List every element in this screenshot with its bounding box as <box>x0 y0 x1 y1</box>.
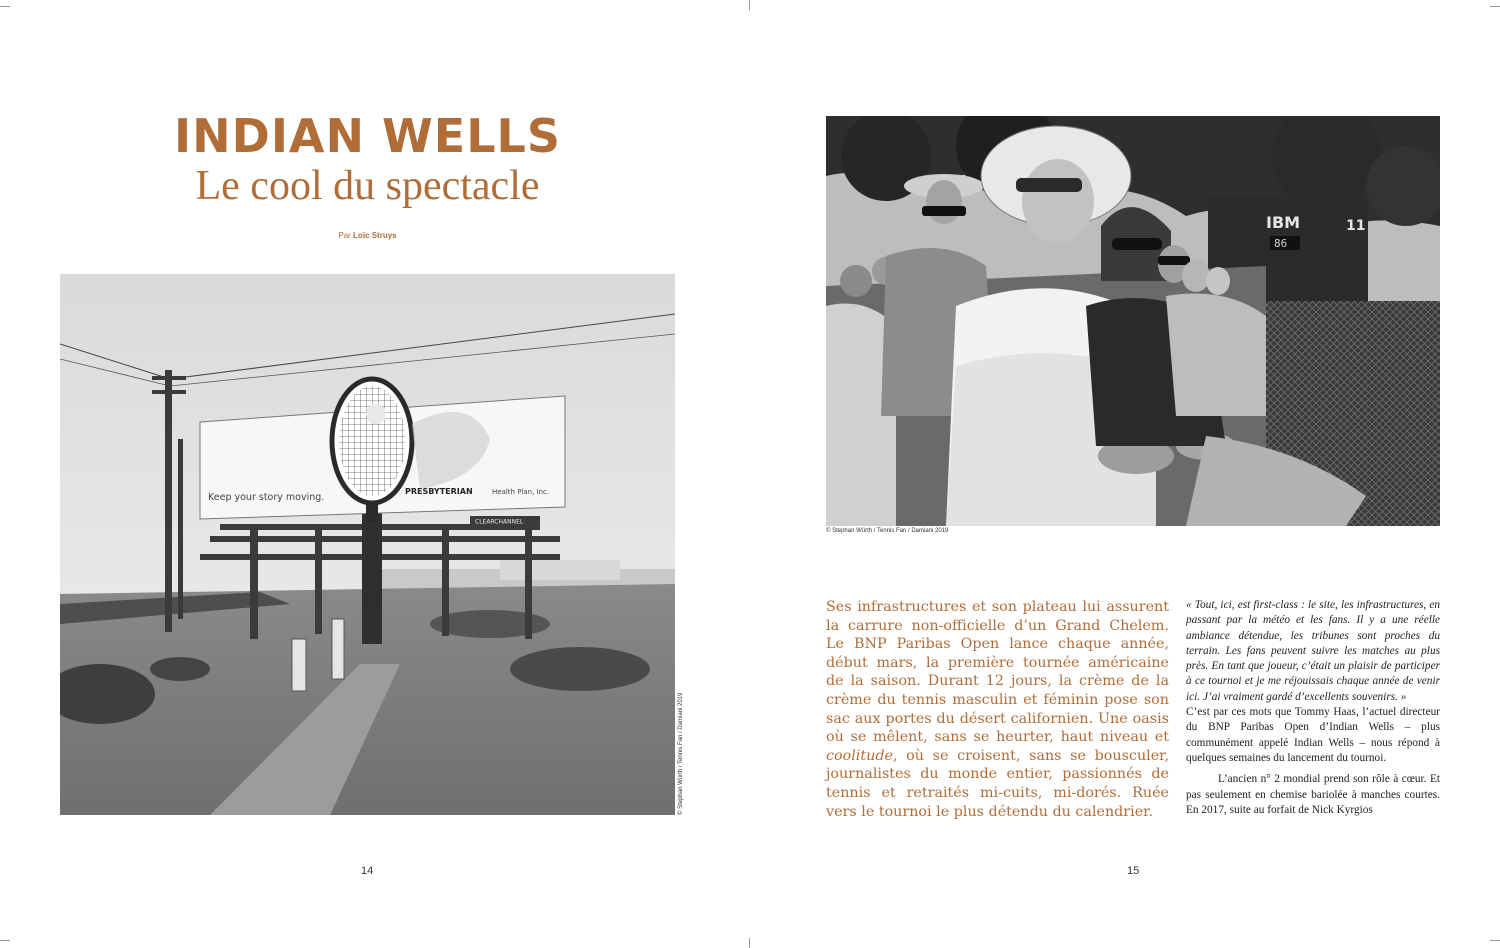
article-title: INDIAN WELLS <box>174 109 561 163</box>
lead-italic-word: coolitude <box>826 747 893 764</box>
crop-mark <box>0 940 10 941</box>
byline <box>60 231 675 240</box>
crop-mark <box>749 938 750 948</box>
crop-mark <box>0 6 10 7</box>
billboard-owner: CLEARCHANNEL <box>475 518 524 526</box>
attribution-paragraph: C’est par ces mots que Tommy Haas, l’actuel directeur du BNP Paribas Open d’Indian Wells – plus communément appelé Indian Wells – nous répond à quelques semaines du lancement du tournoi. <box>1186 706 1440 764</box>
body-column <box>1186 598 1440 818</box>
article-subtitle: Le cool du spectacle <box>195 163 540 209</box>
billboard-brand: PRESBYTERIAN <box>405 487 473 496</box>
byline-prefix: Par <box>338 231 351 240</box>
right-photo-credit: © Stephan Würth / Tennis Fan / Damiani 2019 <box>826 528 949 534</box>
lead-text-part1: Ses infrastructures et son plateau lui assurent la carrure non-officielle d’un Grand Chelem. Le BNP Paribas Open lance chaque année, début mars, la première tournée américaine de la saison. Durant 12 jours, la crème de la crème du tennis masculin et féminin pose son sac aux portes du désert californien. Une oasis où se mêlent, sans se heurter, haut niveau et <box>826 599 1169 746</box>
crop-mark <box>1490 6 1500 7</box>
body-paragraph: L’ancien n° 2 mondial prend son rôle à cœur. Et pas seulement en chemise bariolée à manches courtes. En 2017, suite au forfait de Nick Kyrgios <box>1186 773 1440 816</box>
billboard-brand-suffix: Health Plan, Inc. <box>492 488 550 496</box>
scoreboard-brand: IBM <box>1266 213 1301 232</box>
page-number-left: 14 <box>361 865 374 877</box>
lead-paragraph <box>826 598 1169 821</box>
quote-paragraph: « Tout, ici, est first-class : le site, les infrastructures, en passant par la météo et les fans. Il y a une réelle ambiance détendue, les tribunes sont proches du terrain. Les fans peuvent suivre les matches au plus près. En tant que joueur, c’était un plaisir de participer à ce tournoi et je me réjouissais chaque année de venir ici. J’ai vraiment gardé d’excellents souvenirs. » <box>1186 599 1440 703</box>
crop-mark <box>1490 940 1500 941</box>
page-number-right: 15 <box>1127 865 1140 877</box>
lead-text-part2: , où se croisent, sans se bousculer, journalistes du monde entier, passionnés de tennis et retraités mi-cuits, mi-dorés. Ruée vers le tournoi le plus détendu du calendrier. <box>826 747 1169 820</box>
left-photo-credit: © Stephan Würth / Tennis Fan / Damiani 2019 <box>678 692 684 815</box>
scoreboard-court: 11 <box>1346 218 1366 234</box>
billboard-slogan: Keep your story moving. <box>208 492 325 503</box>
spectators-photo <box>826 116 1440 526</box>
byline-author: Loïc Struys <box>353 231 397 240</box>
scoreboard-temp: 86 <box>1274 237 1288 250</box>
crop-mark <box>749 0 750 10</box>
billboard-photo <box>60 274 675 815</box>
